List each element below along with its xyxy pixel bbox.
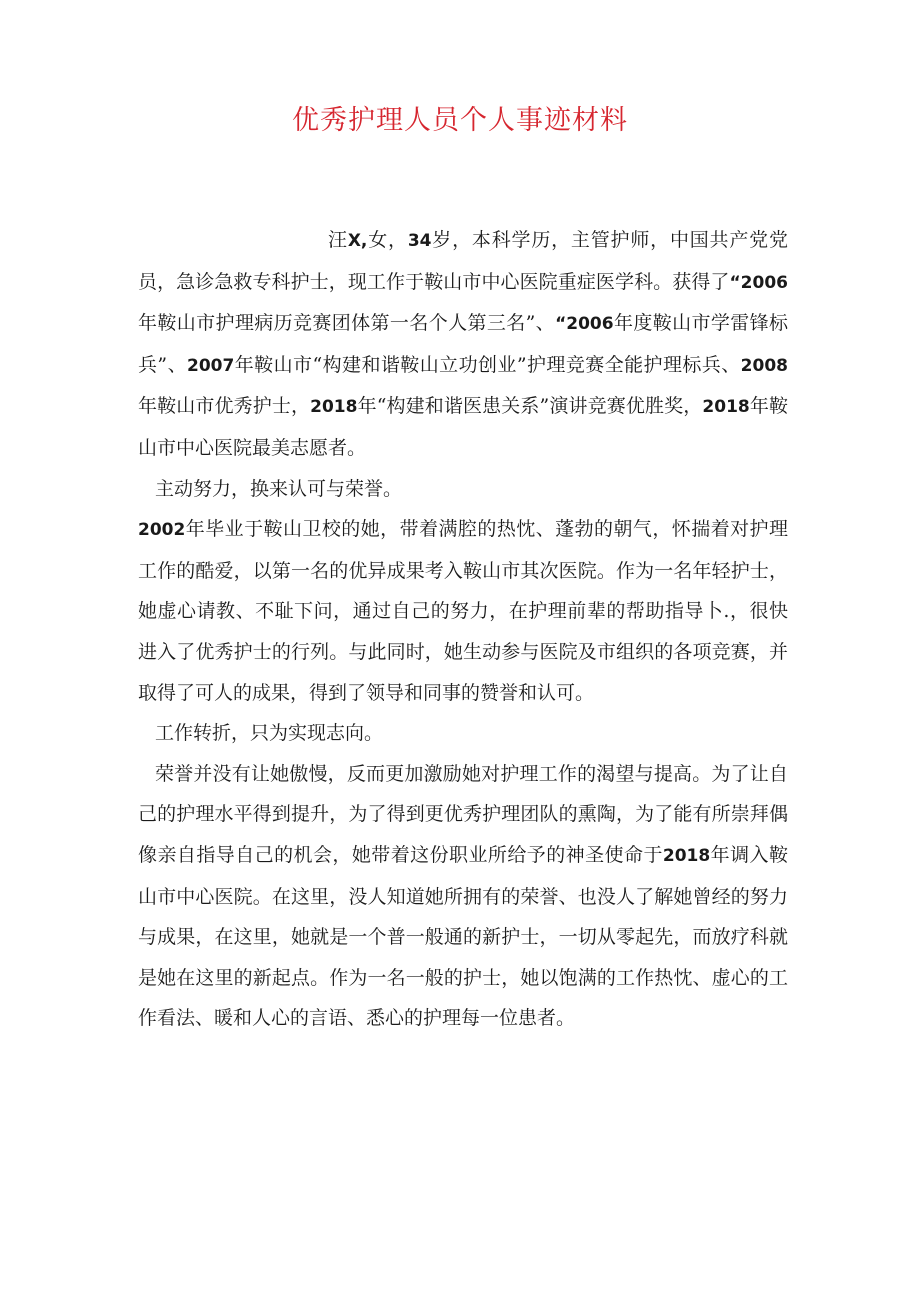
text-run: X,: [347, 231, 368, 251]
text-run: 年“构建和谐医患关系”演讲竞赛优胜奖，: [357, 395, 703, 418]
text-run: 年调入鞍山市中心医院。在这里，没人知道她所拥有的荣誉、也没人了解她曾经的努力与成果，在这里，她就是一个普一般通的新护士，一切从零起先，而放疗科就是她在这里的新起点。作为一名一般的护士，她以饱满的工作热忱、虚心的工作看法、暖和人心的言语、悉心的护理每一位患者。: [138, 843, 788, 1030]
text-run: “2006: [555, 314, 614, 335]
text-run: 汪: [328, 229, 348, 251]
text-run: 2008: [740, 355, 788, 376]
document-body: [138, 220, 788, 1039]
paragraph-profile: [138, 220, 788, 469]
text-run: 年鞍山市中心医院最美志愿者。: [138, 395, 788, 459]
paragraph-transfer: [138, 754, 788, 1039]
text-run: 年鞍山市护理病历竞赛团体第一名个人第三名”、: [138, 312, 556, 335]
document-title: 优秀护理人员个人事迹材料: [292, 105, 628, 136]
text-run: 年度鞍山市学雷锋标兵”、: [138, 312, 788, 376]
section-heading-1: 主动努力，换来认可与荣誉。: [155, 477, 403, 500]
text-run: 2018: [310, 397, 358, 418]
text-run: 2007: [187, 355, 235, 376]
text-run: 年鞍山市“构建和谐鞍山立功创业”护理竞赛全能护理标兵、: [234, 353, 741, 376]
text-run: 34: [407, 231, 432, 251]
text-run: 女，: [367, 229, 408, 251]
section-heading-2: 工作转折，只为实现志向。: [155, 722, 384, 745]
text-run: “2006: [729, 272, 788, 293]
text-run: 2018: [702, 397, 750, 418]
text-run: 荣誉并没有让她傲慢，反而更加激励她对护理工作的渴望与提高。为了让自己的护理水平得到提升，为了得到更优秀护理团队的熏陶，为了能有所崇拜偶像亲自指导自己的机会，她带着这份职业所给予的神圣使命于: [138, 762, 788, 866]
text-run: 年鞍山市优秀护士，: [138, 395, 311, 418]
text-run: 年毕业于鞍山卫校的她，带着满腔的热忱、蓬勃的朝气，怀揣着对护理工作的酷爱，以第一名的优异成果考入鞍山市其次医院。作为一名年轻护士，她虚心请教、不耻下问，通过自己的努力，在护理前辈的帮助指导卜.，很快进入了优秀护士的行列。与此同时，她生动参与医院及市组织的各项竞赛，并取得了可人的成果，得到了领导和同事的赞誉和认可。: [138, 518, 788, 704]
text-run: 2002: [138, 520, 186, 541]
text-run: 岁，本科学历，主管护师，中国共产党党员，急诊急救专科护士，现工作于鞍山市中心医院重症医学科。获得了: [138, 229, 788, 293]
paragraph-graduation: [138, 509, 788, 713]
text-run: 2018: [662, 845, 711, 866]
